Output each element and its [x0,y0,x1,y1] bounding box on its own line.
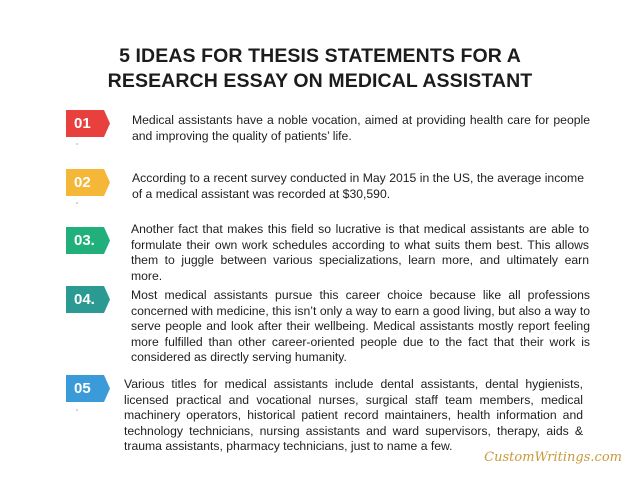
idea-text-4: Most medical assistants pursue this career choice because like all professions concerned with medicine, this isn’t only a way to earn a good living, but also a way to serve people and look after their wellbeing. Medical assistants mostly report feeling more fulfilled than other career-oriented people due to the fact that their work is considered as directly serving humanity. [131,288,590,364]
title-line-1: 5 IDEAS FOR THESIS STATEMENTS FOR A [119,45,521,67]
decorative-dot [76,202,78,204]
number-badge-5 [66,375,110,402]
badge-number: 01 [74,115,91,132]
decorative-dot [76,409,78,411]
number-badge-4 [66,286,110,313]
idea-text-2: According to a recent survey conducted in May 2015 in the US, the average income of a medical assistant was recorded at $30,590. [132,171,584,201]
title-line-2: RESEARCH ESSAY ON MEDICAL ASSISTANT [107,70,533,92]
badge-number: 05 [74,380,91,397]
site-watermark: CustomWritings.com [484,450,622,465]
number-badge-3 [66,227,110,254]
decorative-dot [76,143,78,145]
badge-number: 02 [74,174,91,191]
number-badge-1 [66,110,110,137]
idea-text-1: Medical assistants have a noble vocation, aimed at providing health care for people and improving the quality of patients’ life. [132,113,590,143]
number-badge-2 [66,169,110,196]
badge-number: 04. [74,291,95,308]
badge-number: 03. [74,232,95,249]
idea-text-5: Various titles for medical assistants include dental assistants, dental hygienists, licensed practical and vocational nurses, surgical staff team members, medical machinery operators, historical patient record maintainers, health information and technology technicians, nursing assistants and ward supervisors, therapy, aids & trauma assistants, pharmacy technicians, just to name a few. [124,377,583,453]
idea-text-3: Another fact that makes this field so lucrative is that medical assistants are able to formulate their own work schedules according to what suits them best. This allows them to juggle between various specializations, learn more, and ultimately earn more. [131,222,589,283]
page-title [60,44,580,94]
